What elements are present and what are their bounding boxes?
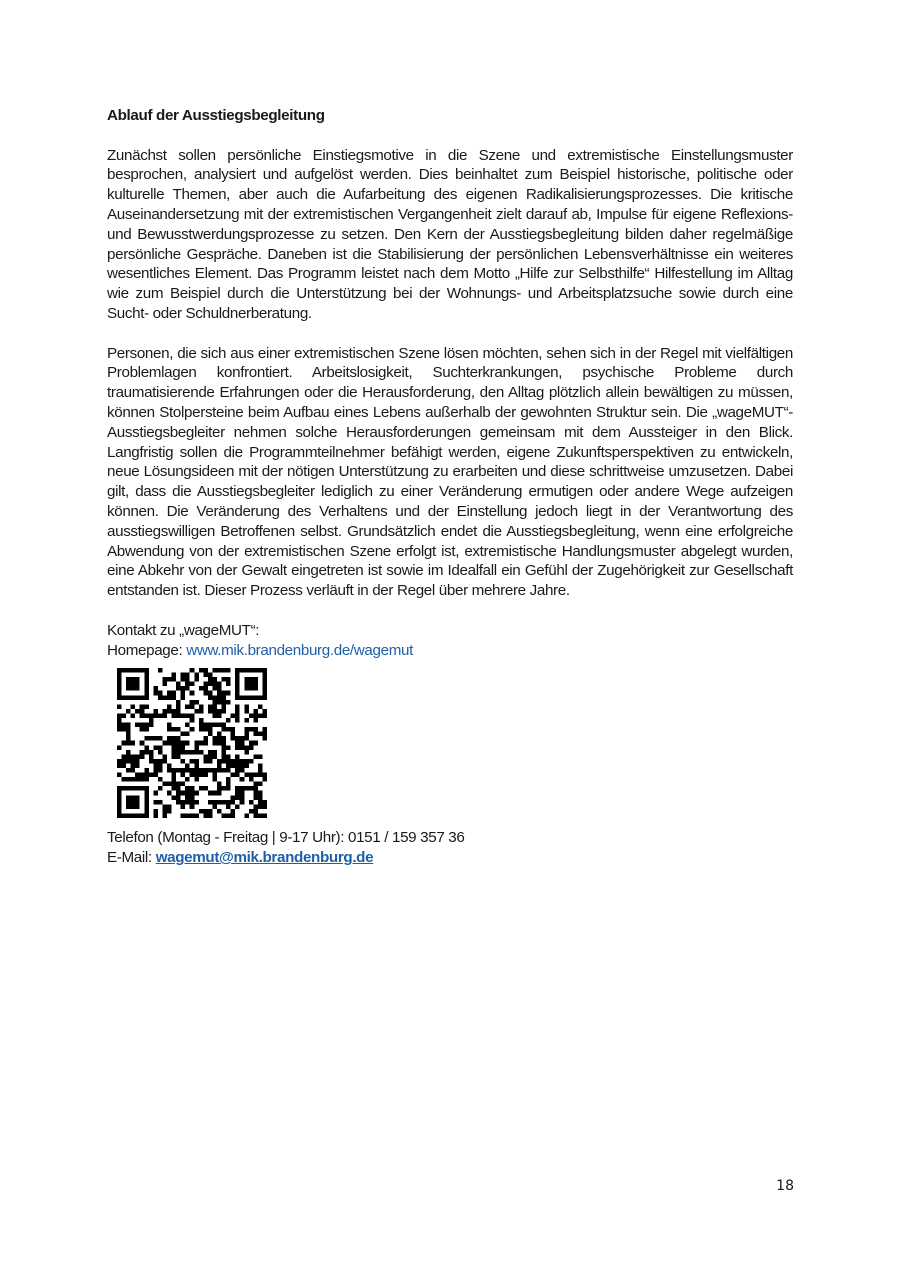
homepage-line (107, 641, 793, 661)
qr-code-icon (117, 668, 267, 818)
email-link[interactable]: wagemut@mik.brandenburg.de (155, 849, 374, 867)
contact-label: Kontakt zu „wageMUT“: (107, 621, 260, 639)
email-line (107, 848, 793, 868)
page-number: 18 (776, 1178, 794, 1194)
homepage-link[interactable]: www.mik.brandenburg.de/wagemut (186, 641, 413, 659)
section-heading: Ablauf der Ausstiegsbegleitung (107, 107, 325, 124)
page-body (107, 106, 793, 868)
paragraph-1: Zunächst sollen persönliche Einstiegsmotive in die Szene und extremistische Einstellungsmuster besprochen, analysiert und aufgelöst werden. Dies beinhaltet zum Beispiel historische, politische oder kulturelle Themen, aber auch die Aufarbeitung des eigenen Radikalisierungsprozesses. Die kritische Auseinandersetzung mit der extremistischen Vergangenheit zielt darauf ab, Impulse für eigene Reflexions- und Bewusstwerdungsprozesse zu setzen. Den Kern der Ausstiegsbegleitung bilden daher regelmäßige persönliche Gespräche. Daneben ist die Stabilisierung der persönlichen Lebensverhältnisse ein weiteres wesentliches Element. Das Programm leistet nach dem Motto „Hilfe zur Selbsthilfe“ Hilfestellung im Alltag wie zum Beispiel durch die Unterstützung bei der Wohnungs- und Arbeitsplatzsuche sowie durch eine Sucht- oder Schuldnerberatung. (107, 146, 793, 322)
email-label: E-Mail: (107, 849, 156, 867)
homepage-label: Homepage: (107, 641, 187, 659)
paragraph-2: Personen, die sich aus einer extremistischen Szene lösen möchten, sehen sich in der Regel mit vielfältigen Problemlagen konfrontiert. Arbeitslosigkeit, Suchterkrankungen, psychische Probleme durch traumatisierende Erfahrungen oder die Herausforderung, den Alltag plötzlich allein bewältigen zu müssen, können Stolpersteine beim Aufbau eines Lebens außerhalb der gewohnten Struktur sein. Die „wageMUT“-Ausstiegsbegleiter nehmen solche Herausforderungen gemeinsam mit dem Aussteiger in den Blick. Langfristig sollen die Programmteilnehmer befähigt werden, eigene Zukunftsperspektiven zu entwickeln, neue Lösungsideen mit der nötigen Unterstützung zu erarbeiten und diese schrittweise umzusetzen. Dabei gilt, dass die Ausstiegsbegleiter lediglich zu einer Veränderung ermutigen oder andere Wege aufzeigen können. Die Veränderung des Verhaltens und der Einstellung jedoch liegt in der Verantwortung des ausstiegswilligen Betroffenen selbst. Grundsätzlich endet die Ausstiegsbegleitung, wenn eine erfolgreiche Abwendung von der extremistischen Szene erfolgt ist, extremistische Handlungsmuster abgelegt wurden, eine Abkehr von der Gewalt eingetreten ist sowie im Idealfall ein Gefühl der Zugehörigkeit zur Gesellschaft entstanden ist. Dieser Prozess verläuft in der Regel über mehrere Jahre. (107, 344, 793, 600)
phone-line: Telefon (Montag - Freitag | 9-17 Uhr): 0151 / 159 357 36 (107, 829, 465, 847)
